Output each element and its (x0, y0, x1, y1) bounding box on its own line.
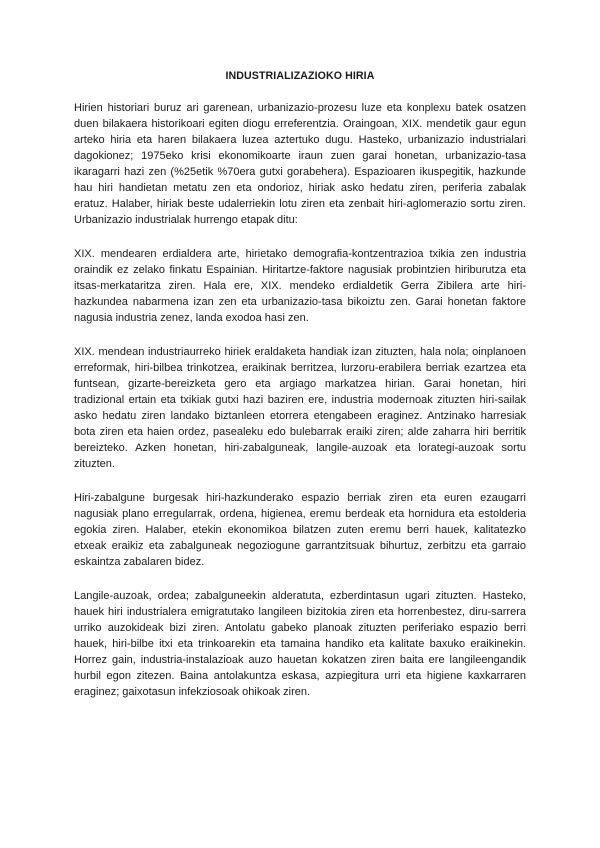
paragraph: Langile-auzoak, ordea; zabalguneekin alderatuta, ezberdintasun ugari zituzten. Hasteko, hauek hiri industrialera emigratutako langileen bizitokia ziren eta horrenbestez, diru-sarrera urriko auzokideak bizi ziren. Antolatu gabeko planoak zituzten periferiako espazio berri hauek, hiri-bilbe itxi eta trinkoarekin eta tamaina handiko eta kalitate baxuko eraikinekin. Horrez gain, industria-instalazioak auzo hauetan kokatzen ziren baita ere langileengandik hurbil egon zitezen. Baina antolakuntza eskasa, azpiegitura urri eta higiene kaxkarraren eraginez; gaixotasun infekziosoak ohikoak ziren. (74, 590, 526, 698)
paragraph: XIX. mendearen erdialdera arte, hirietako demografia-kontzentrazioa txikia zen industria oraindik ez zelako finkatu Espainian. Hiritartze-faktore nagusiak probintzien hiriburutza eta itsas-merkataritza ziren. Hala ere, XIX. mendeko erdialdetik Gerra Zibilera arte hiri-hazkundea nabarmena izan zen eta urbanizazio-tasa bikoiztu zen. Garai honetan faktore nagusia industria zenez, landa exodoa hasi zen. (74, 248, 526, 324)
document-body (74, 100, 526, 718)
paragraph: Hiri-zabalgune burgesak hiri-hazkunderako espazio berriak ziren eta euren ezaugarri nagusiak plano erregularrak, ordena, higienea, eremu berdeak eta hornidura eta estolderia egokia ziren. Halaber, etekin ekonomikoa bilatzen zuten eremu berri hauek, kalitatezko etxeak eraikiz eta zabalguneak negoziogune garrantzitsuak bihurtuz, zerbitzu eta garraio eskaintza zabalaren bidez. (74, 492, 526, 568)
paragraph: Hirien historiari buruz ari garenean, urbanizazio-prozesu luze eta konplexu batek osatzen duen bilakaera historikoari egiten diogu erreferentzia. Oraingoan, XIX. mendetik gaur egun arteko hiria eta haren bilakaera luzea aztertuko dugu. Hasteko, urbanizazio industrialari dagokionez; 1975eko krisi ekonomikoarte iraun zuen garai honetan, urbanizazio-tasa ikaragarri hazi zen (%25etik %70era gutxi gorabehera). Espazioaren ikuspegitik, hazkunde hau hiri handietan metatu zen eta ondorioz, hiriak asko hedatu ziren, periferia zabalak eratuz. Halaber, hiriak beste udalerriekin lotu ziren eta zenbait hiri-aglomerazio sortu ziren. Urbanizazio industrialak hurrengo etapak ditu: (74, 102, 526, 226)
document-title: INDUSTRIALIZAZIOKO HIRIA (225, 70, 375, 82)
paragraph: XIX. mendean industriaurreko hiriek eraldaketa handiak izan zituzten, hala nola; oinplanoen erreformak, hiri-bilbea trinkotzea, eraikinak berritzea, lurzoru-erabilera berriak ezartzea eta funtsean, gizarte-bereizketa gero eta argiago markatzea hirian. Garai honetan, hiri tradizional ertain eta txikiak gutxi hazi baziren ere, industria modernoak zituzten hiri-sailak asko hedatu ziren landako biztanleen etorrera etengabeen eraginez. Antzinako harresiak bota ziren eta haien ordez, pasealeku edo bulebarrak eraiki ziren; alde zaharra hiri berritik bereizteko. Azken honetan, hiri-zabalguneak, langile-auzoak eta lorategi-auzoak sortu zituzten. (74, 346, 526, 470)
